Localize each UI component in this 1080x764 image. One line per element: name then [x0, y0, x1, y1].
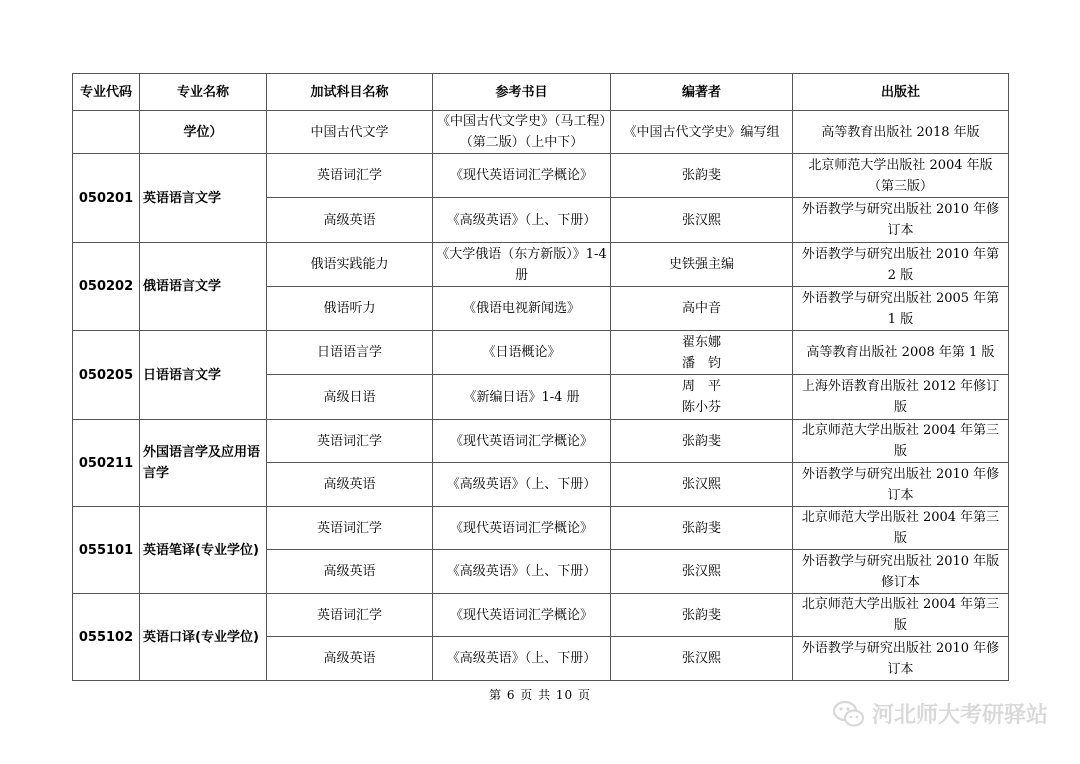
author-cell: 高中音 — [611, 287, 793, 331]
author-cell: 张汉熙 — [611, 637, 793, 681]
major-code: 055101 — [73, 507, 140, 594]
publisher-cell: 上海外语教育出版社 2012 年修订版 — [793, 375, 1009, 420]
table-row — [73, 594, 1009, 637]
book-cell: 《现代英语词汇学概论》 — [433, 594, 611, 637]
watermark-text: 河北师大考研驿站 — [871, 703, 1048, 728]
publisher-cell: 北京师范大学出版社 2004 年第三版 — [793, 594, 1009, 637]
header-cell: 编著者 — [611, 74, 793, 111]
book-cell: 《高级英语》（上、下册） — [433, 637, 611, 681]
publisher-cell: 外语教学与研究出版社 2010 年版修订本 — [793, 550, 1009, 594]
major-code — [73, 111, 140, 154]
book-cell: 《俄语电视新闻选》 — [433, 287, 611, 331]
book-cell: 《现代英语词汇学概论》 — [433, 154, 611, 198]
subject-cell: 高级英语 — [267, 637, 433, 681]
author-cell: 张韵斐 — [611, 507, 793, 550]
major-name: 英语口译(专业学位) — [140, 594, 267, 681]
table-row — [73, 111, 1009, 154]
publisher-cell: 高等教育出版社 2008 年第 1 版 — [793, 331, 1009, 375]
header-row — [73, 74, 1009, 111]
table-row — [73, 507, 1009, 550]
major-name: 学位） — [140, 111, 267, 154]
book-cell: 《现代英语词汇学概论》 — [433, 507, 611, 550]
major-code: 050201 — [73, 154, 140, 243]
watermark — [832, 698, 1048, 729]
book-cell: 《日语概论》 — [433, 331, 611, 375]
book-cell: 《新编日语》1-4 册 — [433, 375, 611, 420]
wechat-icon — [832, 699, 866, 729]
table-row — [73, 154, 1009, 198]
major-name: 英语笔译(专业学位) — [140, 507, 267, 594]
author-cell: 张韵斐 — [611, 594, 793, 637]
author-line: 潘 钧 — [681, 355, 721, 371]
subject-cell: 英语词汇学 — [267, 420, 433, 463]
publisher-cell: 高等教育出版社 2018 年版 — [793, 111, 1009, 154]
table-row — [73, 331, 1009, 375]
major-code: 050205 — [73, 331, 140, 420]
publisher-cell: 外语教学与研究出版社 2005 年第 1 版 — [793, 287, 1009, 331]
subject-cell: 高级英语 — [267, 550, 433, 594]
book-cell: 《现代英语词汇学概论》 — [433, 420, 611, 463]
header-cell: 参考书目 — [433, 74, 611, 111]
subject-cell: 英语词汇学 — [267, 154, 433, 198]
author-line: 陈小芬 — [681, 400, 721, 415]
header-cell: 专业代码 — [73, 74, 140, 111]
book-cell: 《高级英语》（上、下册） — [433, 463, 611, 507]
major-name: 日语语言文学 — [140, 331, 267, 420]
subject-cell: 俄语听力 — [267, 287, 433, 331]
subject-cell: 英语词汇学 — [267, 507, 433, 550]
author-cell: 《中国古代文学史》编写组 — [611, 111, 793, 154]
author-cell: 史铁强主编 — [611, 243, 793, 287]
header-cell: 加试科目名称 — [267, 74, 433, 111]
author-line: 周 平 — [681, 379, 721, 394]
book-cell: 《中国古代文学史》（马工程）（第二版）（上中下） — [433, 111, 611, 154]
publisher-cell: 北京师范大学出版社 2004 年版（第三版） — [793, 154, 1009, 198]
table-row — [73, 243, 1009, 287]
major-code: 055102 — [73, 594, 140, 681]
author-cell — [611, 331, 793, 375]
subject-cell: 日语语言学 — [267, 331, 433, 375]
subject-cell: 俄语实践能力 — [267, 243, 433, 287]
publisher-cell: 外语教学与研究出版社 2010 年修订本 — [793, 198, 1009, 243]
author-cell: 张韵斐 — [611, 420, 793, 463]
major-name: 英语语言文学 — [140, 154, 267, 243]
book-cell: 《高级英语》（上、下册） — [433, 550, 611, 594]
publisher-cell: 外语教学与研究出版社 2010 年修订本 — [793, 637, 1009, 681]
publisher-cell: 外语教学与研究出版社 2010 年第 2 版 — [793, 243, 1009, 287]
major-code: 050202 — [73, 243, 140, 331]
author-line: 翟东娜 — [681, 334, 721, 350]
header-cell: 出版社 — [793, 74, 1009, 111]
book-cell: 《高级英语》（上、下册） — [433, 198, 611, 243]
publisher-cell: 北京师范大学出版社 2004 年第三版 — [793, 507, 1009, 550]
subject-cell: 英语词汇学 — [267, 594, 433, 637]
subject-cell: 中国古代文学 — [267, 111, 433, 154]
table-row — [73, 420, 1009, 463]
exam-table — [72, 73, 1009, 681]
major-code: 050211 — [73, 420, 140, 507]
publisher-cell: 外语教学与研究出版社 2010 年修订本 — [793, 463, 1009, 507]
author-cell: 张汉熙 — [611, 463, 793, 507]
subject-cell: 高级日语 — [267, 375, 433, 420]
subject-cell: 高级英语 — [267, 198, 433, 243]
page-footer: 第 6 页 共 10 页 — [489, 688, 591, 702]
author-cell: 张汉熙 — [611, 550, 793, 594]
author-cell: 张韵斐 — [611, 154, 793, 198]
author-cell — [611, 375, 793, 420]
major-name: 外国语言学及应用语言学 — [140, 420, 267, 507]
author-cell: 张汉熙 — [611, 198, 793, 243]
book-cell: 《大学俄语（东方新版）》1-4册 — [433, 243, 611, 287]
publisher-cell: 北京师范大学出版社 2004 年第三版 — [793, 420, 1009, 463]
major-name: 俄语语言文学 — [140, 243, 267, 331]
subject-cell: 高级英语 — [267, 463, 433, 507]
header-cell: 专业名称 — [140, 74, 267, 111]
